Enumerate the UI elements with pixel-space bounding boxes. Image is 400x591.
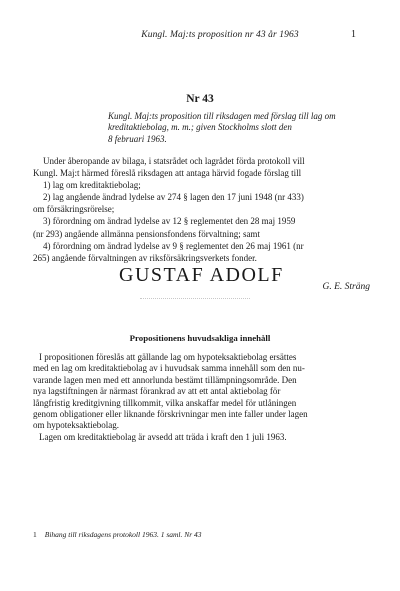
divider <box>140 298 250 299</box>
proposition-title <box>108 111 358 145</box>
intro-line: 265) angående förvaltningen av riksförsäkringsverkets fonder. <box>33 252 257 263</box>
summary-line: Lagen om kreditaktiebolag är avsedd att träda i kraft den 1 juli 1963. <box>39 431 287 442</box>
monarch-signature: GUSTAF ADOLF <box>119 264 284 286</box>
running-header: Kungl. Maj:ts proposition nr 43 år 1963 <box>141 30 299 40</box>
intro-line: 2) lag angående ändrad lydelse av 274 § lagen den 17 juni 1948 (nr 433) <box>43 192 304 203</box>
intro-line: Kungl. Maj:t härmed föreslå riksdagen att antaga härvid fogade förslag till <box>33 168 302 179</box>
intro-line: (nr 293) angående allmänna pensionsfondens förvaltning; samt <box>33 228 260 239</box>
summary-heading: Propositionens huvudsakliga innehåll <box>129 333 271 343</box>
summary-line: I propositionen föreslås att gällande lag om hypoteksaktiebolag ersättes <box>39 352 297 362</box>
intro-line: 3) förordning om ändrad lydelse av 12 § reglementet den 28 maj 1959 <box>43 216 296 227</box>
footnote-number: 1 <box>33 530 37 539</box>
intro-line: om försäkringsrörelse; <box>33 204 115 215</box>
proposition-number-heading: Nr 43 <box>186 93 214 105</box>
summary-line: genom obligationer eller liknande förskrivningar men inte faller under lagen <box>33 409 308 420</box>
proposition-title-line: kreditaktiebolag, m. m.; given Stockholms slott den <box>108 122 292 133</box>
summary-line: nya lagstiftningen är närmast förankrad av att ett antal aktiebolag för <box>33 386 281 397</box>
signature-block <box>33 264 370 294</box>
page-number: 1 <box>351 29 356 40</box>
intro-line: 1) lag om kreditaktiebolag; <box>43 180 141 191</box>
summary-line: varande lagen men med ett annorlunda bestämt tillämpningsområde. Den <box>33 374 297 385</box>
summary-line: om hypoteksaktiebolag. <box>33 420 119 431</box>
proposition-title-line: 8 februari 1963. <box>108 133 167 144</box>
summary-paragraph <box>33 352 370 443</box>
footnote-text: Bihang till riksdagens protokoll 1963. 1 saml. Nr 43 <box>44 530 202 539</box>
intro-line: 4) förordning om ändrad lydelse av 9 § reglementet den 26 maj 1961 (nr <box>43 240 304 251</box>
summary-line: med en lag om kreditaktiebolag av i huvudsak samma innehåll som den nu- <box>33 363 305 374</box>
proposition-title-line: Kungl. Maj:ts proposition till riksdagen med förslag till lag om <box>108 111 336 121</box>
minister-countersignature: G. E. Sträng <box>322 282 370 292</box>
footnote <box>33 530 202 539</box>
intro-paragraph <box>33 155 370 264</box>
intro-line: Under åberopande av bilaga, i statsrådet och lagrådet förda protokoll vill <box>43 156 305 166</box>
summary-line: långfristig kreditgivning tillkommit, vilka anskaffar medel för utlåningen <box>33 397 297 408</box>
